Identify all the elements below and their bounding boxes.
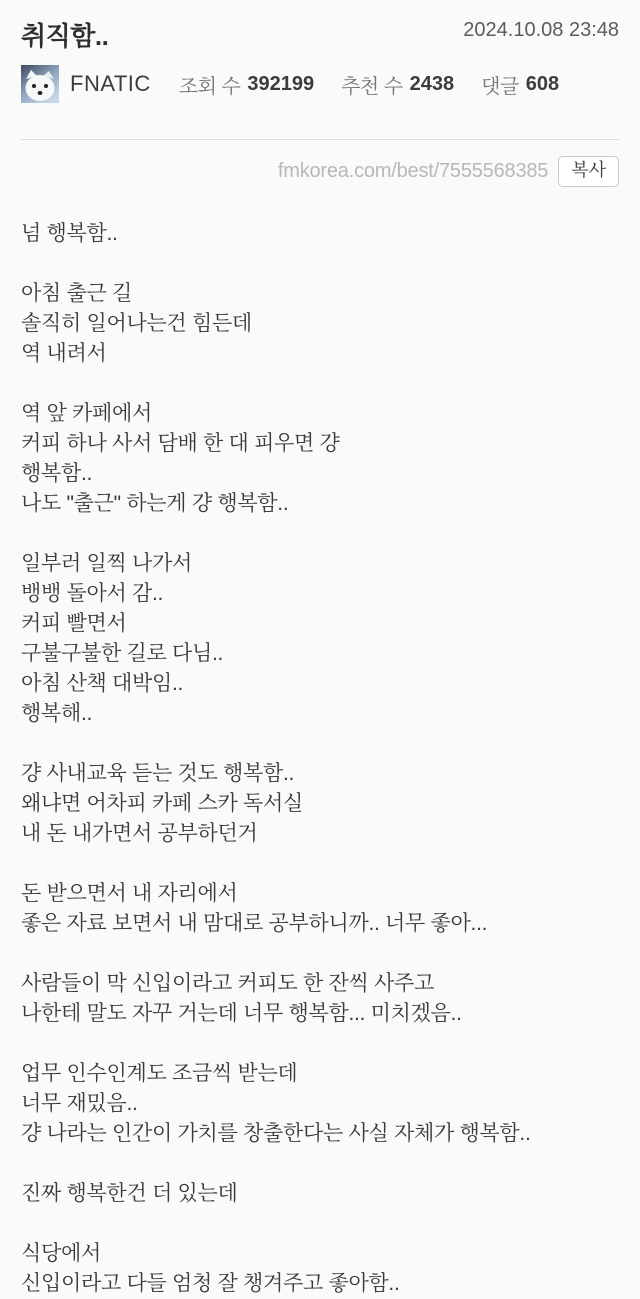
copy-url-button[interactable]: 복사 <box>558 156 619 187</box>
author-name[interactable]: FNATIC <box>70 71 151 96</box>
body-line: 나도 "출근" 하는게 걍 행복함.. <box>21 491 289 515</box>
post-header <box>21 0 619 187</box>
body-paragraph-8 <box>21 1179 619 1209</box>
body-line: 뱅뱅 돌아서 감.. <box>21 581 164 605</box>
author-row <box>21 65 619 103</box>
body-line: 넘 행복함.. <box>21 221 118 245</box>
body-paragraph-9 <box>21 1239 619 1299</box>
body-line: 걍 사내교육 듣는 것도 행복함.. <box>21 761 295 785</box>
stat-value: 608 <box>525 72 560 95</box>
body-paragraph-7 <box>21 1059 619 1149</box>
post-body <box>21 219 619 1299</box>
body-paragraph-1 <box>21 279 619 369</box>
body-line: 커피 빨면서 <box>21 611 127 635</box>
body-paragraph-3 <box>21 549 619 729</box>
body-line: 식당에서 <box>21 1241 101 1265</box>
share-row <box>21 156 619 187</box>
body-line: 나한테 말도 자꾸 거는데 너무 행복함... 미치겠음.. <box>21 1001 462 1025</box>
body-line: 신입이라고 다들 엄청 잘 챙겨주고 좋아함.. <box>21 1271 400 1295</box>
body-paragraph-5 <box>21 879 619 939</box>
body-line: 솔직히 일어나는건 힘든데 <box>21 311 252 335</box>
stat-value: 2438 <box>409 72 455 95</box>
body-line: 행복함.. <box>21 461 93 485</box>
post-stats <box>179 70 559 99</box>
body-line: 일부러 일찍 나가서 <box>21 551 192 575</box>
header-divider <box>21 139 619 140</box>
body-line: 역 내려서 <box>21 341 107 365</box>
stat-label: 추천 수 <box>341 75 403 98</box>
stat-value: 392199 <box>247 72 315 95</box>
body-line: 아침 출근 길 <box>21 281 132 305</box>
post-date: 2024.10.08 23:48 <box>463 19 619 41</box>
stat-label: 댓글 <box>481 75 519 98</box>
body-paragraph-0 <box>21 219 619 249</box>
body-line: 너무 재밌음.. <box>21 1091 138 1115</box>
body-line: 아침 산책 대박임.. <box>21 671 184 695</box>
fox-avatar-icon[interactable] <box>21 65 59 103</box>
body-line: 사람들이 막 신입이라고 커피도 한 잔씩 사주고 <box>21 971 434 995</box>
body-line: 커피 하나 사서 담배 한 대 피우면 걍 <box>21 431 340 455</box>
body-paragraph-2 <box>21 399 619 519</box>
body-line: 좋은 자료 보면서 내 맘대로 공부하니까.. 너무 좋아... <box>21 911 488 935</box>
share-url[interactable]: fmkorea.com/best/7555568385 <box>277 159 549 182</box>
stat-label: 조회 수 <box>178 75 241 98</box>
body-line: 업무 인수인계도 조금씩 받는데 <box>21 1061 298 1085</box>
stat-item-1 <box>341 70 454 99</box>
body-line: 돈 받으면서 내 자리에서 <box>21 881 238 905</box>
title-row <box>21 0 619 53</box>
post-title: 취직함.. <box>21 21 109 51</box>
body-line: 왜냐면 어차피 카페 스카 독서실 <box>21 791 303 815</box>
body-line: 역 앞 카페에서 <box>21 401 152 425</box>
body-line: 행복해.. <box>21 701 93 725</box>
body-paragraph-4 <box>21 759 619 849</box>
stat-item-0 <box>179 70 314 99</box>
body-line: 걍 나라는 인간이 가치를 창출한다는 사실 자체가 행복함.. <box>21 1121 531 1145</box>
body-line: 진짜 행복한건 더 있는데 <box>21 1181 238 1205</box>
body-line: 내 돈 내가면서 공부하던거 <box>21 821 258 845</box>
stat-item-2 <box>481 70 559 99</box>
body-line: 구불구불한 길로 다님.. <box>21 641 224 665</box>
body-paragraph-6 <box>21 969 619 1029</box>
